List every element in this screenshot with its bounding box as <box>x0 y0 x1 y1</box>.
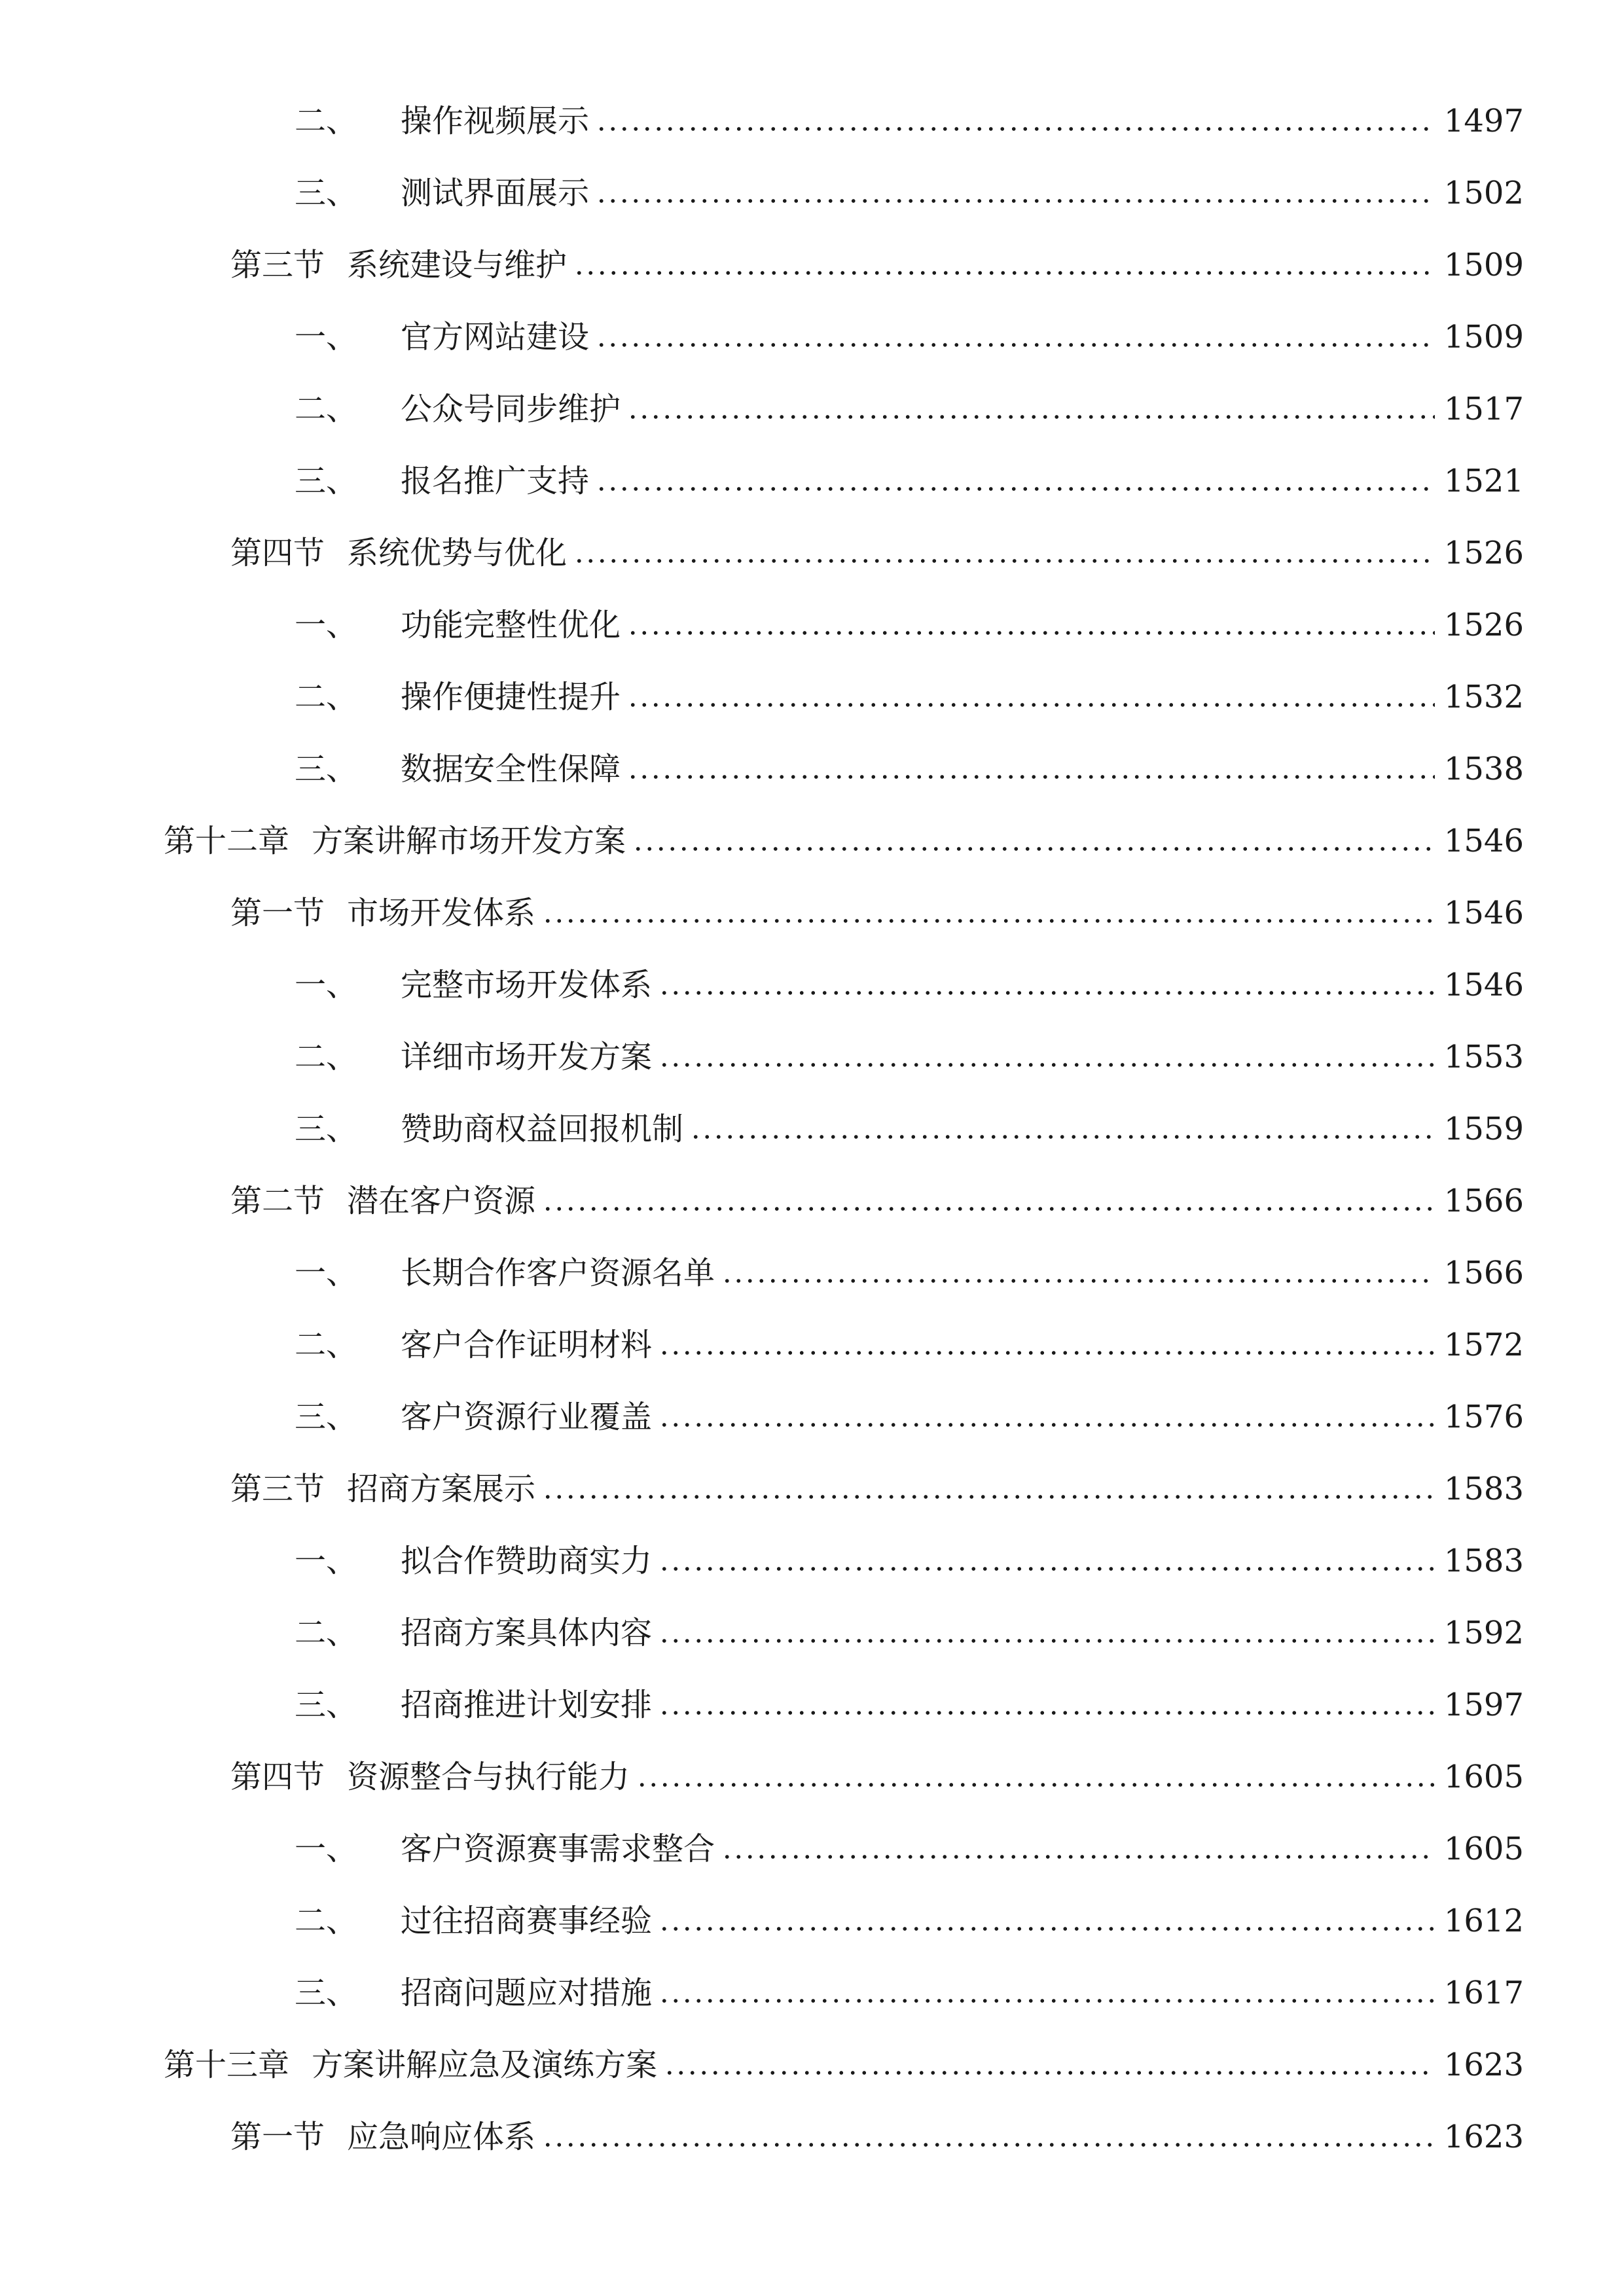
toc-entry-title: 操作视频展示 <box>401 103 590 139</box>
toc-entry[interactable] <box>295 1597 1524 1669</box>
toc-entry-page-number: 1605 <box>1443 1831 1524 1867</box>
toc-entry-page-number: 1576 <box>1443 1399 1524 1435</box>
dot-leader <box>664 2070 1435 2076</box>
toc-entry-title: 功能完整性优化 <box>401 607 621 643</box>
dot-leader <box>659 1062 1435 1068</box>
toc-entry[interactable] <box>164 805 1524 877</box>
toc-entry-page-number: 1517 <box>1443 391 1524 427</box>
toc-entry-page-number: 1521 <box>1443 463 1524 499</box>
toc-entry[interactable] <box>164 2029 1524 2101</box>
toc-entry-page-number: 1546 <box>1443 823 1524 859</box>
dot-leader <box>542 918 1435 924</box>
toc-entry-title: 客户资源赛事需求整合 <box>401 1831 715 1867</box>
dot-leader <box>542 1206 1435 1212</box>
toc-entry-number: 三、 <box>295 1975 358 2011</box>
toc-entry-title: 官方网站建设 <box>401 319 590 355</box>
dot-leader <box>542 1494 1435 1500</box>
toc-entry-number: 二、 <box>295 1903 358 1939</box>
toc-entry[interactable] <box>230 2101 1524 2173</box>
toc-entry-number: 一、 <box>295 607 358 643</box>
toc-entry-page-number: 1526 <box>1443 607 1524 643</box>
toc-entry-number: 第十二章 <box>164 823 290 859</box>
toc-entry-title: 资源整合与执行能力 <box>347 1759 630 1795</box>
toc-entry-number: 三、 <box>295 1111 358 1147</box>
dot-leader <box>596 486 1435 492</box>
toc-entry[interactable] <box>295 373 1524 445</box>
toc-entry-page-number: 1605 <box>1443 1759 1524 1795</box>
toc-entry-page-number: 1572 <box>1443 1327 1524 1363</box>
toc-entry-number: 三、 <box>295 1687 358 1723</box>
toc-entry-page-number: 1509 <box>1443 247 1524 283</box>
toc-entry-number: 第四节 <box>230 535 325 571</box>
toc-entry-title: 客户资源行业覆盖 <box>401 1399 653 1435</box>
toc-entry-number: 一、 <box>295 1831 358 1867</box>
toc-entry-title: 公众号同步维护 <box>401 391 621 427</box>
toc-entry-page-number: 1566 <box>1443 1255 1524 1291</box>
toc-entry[interactable] <box>295 1309 1524 1381</box>
dot-leader <box>627 774 1435 780</box>
toc-entry-number: 三、 <box>295 175 358 211</box>
toc-entry[interactable] <box>295 1093 1524 1165</box>
toc-entry-number: 第一节 <box>230 895 325 931</box>
toc-entry[interactable] <box>295 1813 1524 1885</box>
toc-entry-page-number: 1583 <box>1443 1471 1524 1507</box>
toc-entry-title: 拟合作赞助商实力 <box>401 1543 653 1579</box>
toc-entry-title: 测试界面展示 <box>401 175 590 211</box>
dot-leader <box>596 342 1435 348</box>
toc-entry[interactable] <box>295 949 1524 1021</box>
toc-entry[interactable] <box>295 589 1524 661</box>
toc-entry-number: 三、 <box>295 1399 358 1435</box>
dot-leader <box>721 1854 1435 1860</box>
toc-entry-page-number: 1526 <box>1443 535 1524 571</box>
toc-entry-page-number: 1559 <box>1443 1111 1524 1147</box>
toc-entry[interactable] <box>295 157 1524 229</box>
dot-leader <box>659 1638 1435 1644</box>
dot-leader <box>659 1422 1435 1428</box>
toc-entry-title: 应急响应体系 <box>347 2119 536 2155</box>
toc-entry-page-number: 1532 <box>1443 679 1524 715</box>
toc-entry-page-number: 1612 <box>1443 1903 1524 1939</box>
toc-entry-number: 第十三章 <box>164 2047 290 2083</box>
toc-entry-page-number: 1623 <box>1443 2119 1524 2155</box>
toc-entry-title: 数据安全性保障 <box>401 751 621 787</box>
toc-entry-page-number: 1592 <box>1443 1615 1524 1651</box>
toc-entry-number: 二、 <box>295 679 358 715</box>
dot-leader <box>632 846 1435 852</box>
toc-entry-page-number: 1502 <box>1443 175 1524 211</box>
dot-leader <box>627 630 1435 636</box>
toc-entry-number: 三、 <box>295 463 358 499</box>
toc-entry[interactable] <box>295 661 1524 733</box>
toc-entry-page-number: 1623 <box>1443 2047 1524 2083</box>
dot-leader <box>596 198 1435 204</box>
toc-entry-number: 第三节 <box>230 1471 325 1507</box>
toc-entry-page-number: 1546 <box>1443 895 1524 931</box>
toc-entry-number: 三、 <box>295 751 358 787</box>
toc-entry[interactable] <box>230 1165 1524 1237</box>
toc-entry-page-number: 1509 <box>1443 319 1524 355</box>
toc-entry-title: 系统优势与优化 <box>347 535 568 571</box>
toc-entry[interactable] <box>295 1237 1524 1309</box>
toc-entry[interactable] <box>230 877 1524 949</box>
toc-entry[interactable] <box>230 229 1524 301</box>
toc-entry[interactable] <box>230 517 1524 589</box>
toc-entry[interactable] <box>295 1381 1524 1453</box>
toc-entry-number: 第三节 <box>230 247 325 283</box>
toc-entry[interactable] <box>295 1669 1524 1741</box>
toc-entry-page-number: 1497 <box>1443 103 1524 139</box>
toc-entry-title: 潜在客户资源 <box>347 1183 536 1219</box>
toc-entry-number: 第二节 <box>230 1183 325 1219</box>
toc-entry-title: 招商方案展示 <box>347 1471 536 1507</box>
toc-entry-page-number: 1546 <box>1443 967 1524 1003</box>
toc-entry-page-number: 1553 <box>1443 1039 1524 1075</box>
toc-entry-title: 招商问题应对措施 <box>401 1975 653 2011</box>
dot-leader <box>636 1782 1435 1788</box>
toc-entry-page-number: 1566 <box>1443 1183 1524 1219</box>
dot-leader <box>659 1350 1435 1356</box>
dot-leader <box>596 126 1435 132</box>
toc-entry-number: 第四节 <box>230 1759 325 1795</box>
toc-entry[interactable] <box>295 733 1524 805</box>
toc-entry-title: 方案讲解应急及演练方案 <box>312 2047 658 2083</box>
toc-entry-title: 报名推广支持 <box>401 463 590 499</box>
toc-entry[interactable] <box>295 301 1524 373</box>
toc-entry-title: 系统建设与维护 <box>347 247 568 283</box>
toc-entry-title: 招商推进计划安排 <box>401 1687 653 1723</box>
toc-entry-title: 详细市场开发方案 <box>401 1039 653 1075</box>
dot-leader <box>659 1710 1435 1716</box>
toc-entry-number: 一、 <box>295 1255 358 1291</box>
toc-entry-page-number: 1538 <box>1443 751 1524 787</box>
toc-entry-page-number: 1583 <box>1443 1543 1524 1579</box>
toc-entry-title: 长期合作客户资源名单 <box>401 1255 715 1291</box>
toc-entry-number: 一、 <box>295 319 358 355</box>
toc-entry-title: 招商方案具体内容 <box>401 1615 653 1651</box>
toc-entry-number: 二、 <box>295 1615 358 1651</box>
toc-entry-title: 过往招商赛事经验 <box>401 1903 653 1939</box>
toc-entry-number: 二、 <box>295 1327 358 1363</box>
dot-leader <box>659 1998 1435 2004</box>
dot-leader <box>627 414 1435 420</box>
toc-entry[interactable] <box>230 1453 1524 1525</box>
toc-entry[interactable] <box>295 445 1524 517</box>
toc-entry-page-number: 1597 <box>1443 1687 1524 1723</box>
toc-entry[interactable] <box>295 1885 1524 1957</box>
dot-leader <box>659 1926 1435 1932</box>
dot-leader <box>542 2142 1435 2148</box>
toc-entry-title: 方案讲解市场开发方案 <box>312 823 626 859</box>
toc-entry-page-number: 1617 <box>1443 1975 1524 2011</box>
dot-leader <box>659 1566 1435 1572</box>
dot-leader <box>659 990 1435 996</box>
toc-entry-title: 完整市场开发体系 <box>401 967 653 1003</box>
toc-entry-number: 一、 <box>295 1543 358 1579</box>
dot-leader <box>573 270 1435 276</box>
dot-leader <box>573 558 1435 564</box>
toc-entry[interactable] <box>295 1021 1524 1093</box>
toc-entry-number: 第一节 <box>230 2119 325 2155</box>
toc-entry[interactable] <box>295 1525 1524 1597</box>
toc-entry-number: 二、 <box>295 391 358 427</box>
toc-entry-title: 操作便捷性提升 <box>401 679 621 715</box>
toc-entry[interactable] <box>295 85 1524 157</box>
dot-leader <box>721 1278 1435 1284</box>
toc-entry-title: 赞助商权益回报机制 <box>401 1111 684 1147</box>
dot-leader <box>627 702 1435 708</box>
toc-entry-number: 二、 <box>295 1039 358 1075</box>
toc-entry[interactable] <box>295 1957 1524 2029</box>
toc-entry-number: 一、 <box>295 967 358 1003</box>
toc-entry-title: 客户合作证明材料 <box>401 1327 653 1363</box>
toc-entry-number: 二、 <box>295 103 358 139</box>
dot-leader <box>690 1134 1435 1140</box>
toc-entry[interactable] <box>230 1741 1524 1813</box>
toc-entry-title: 市场开发体系 <box>347 895 536 931</box>
